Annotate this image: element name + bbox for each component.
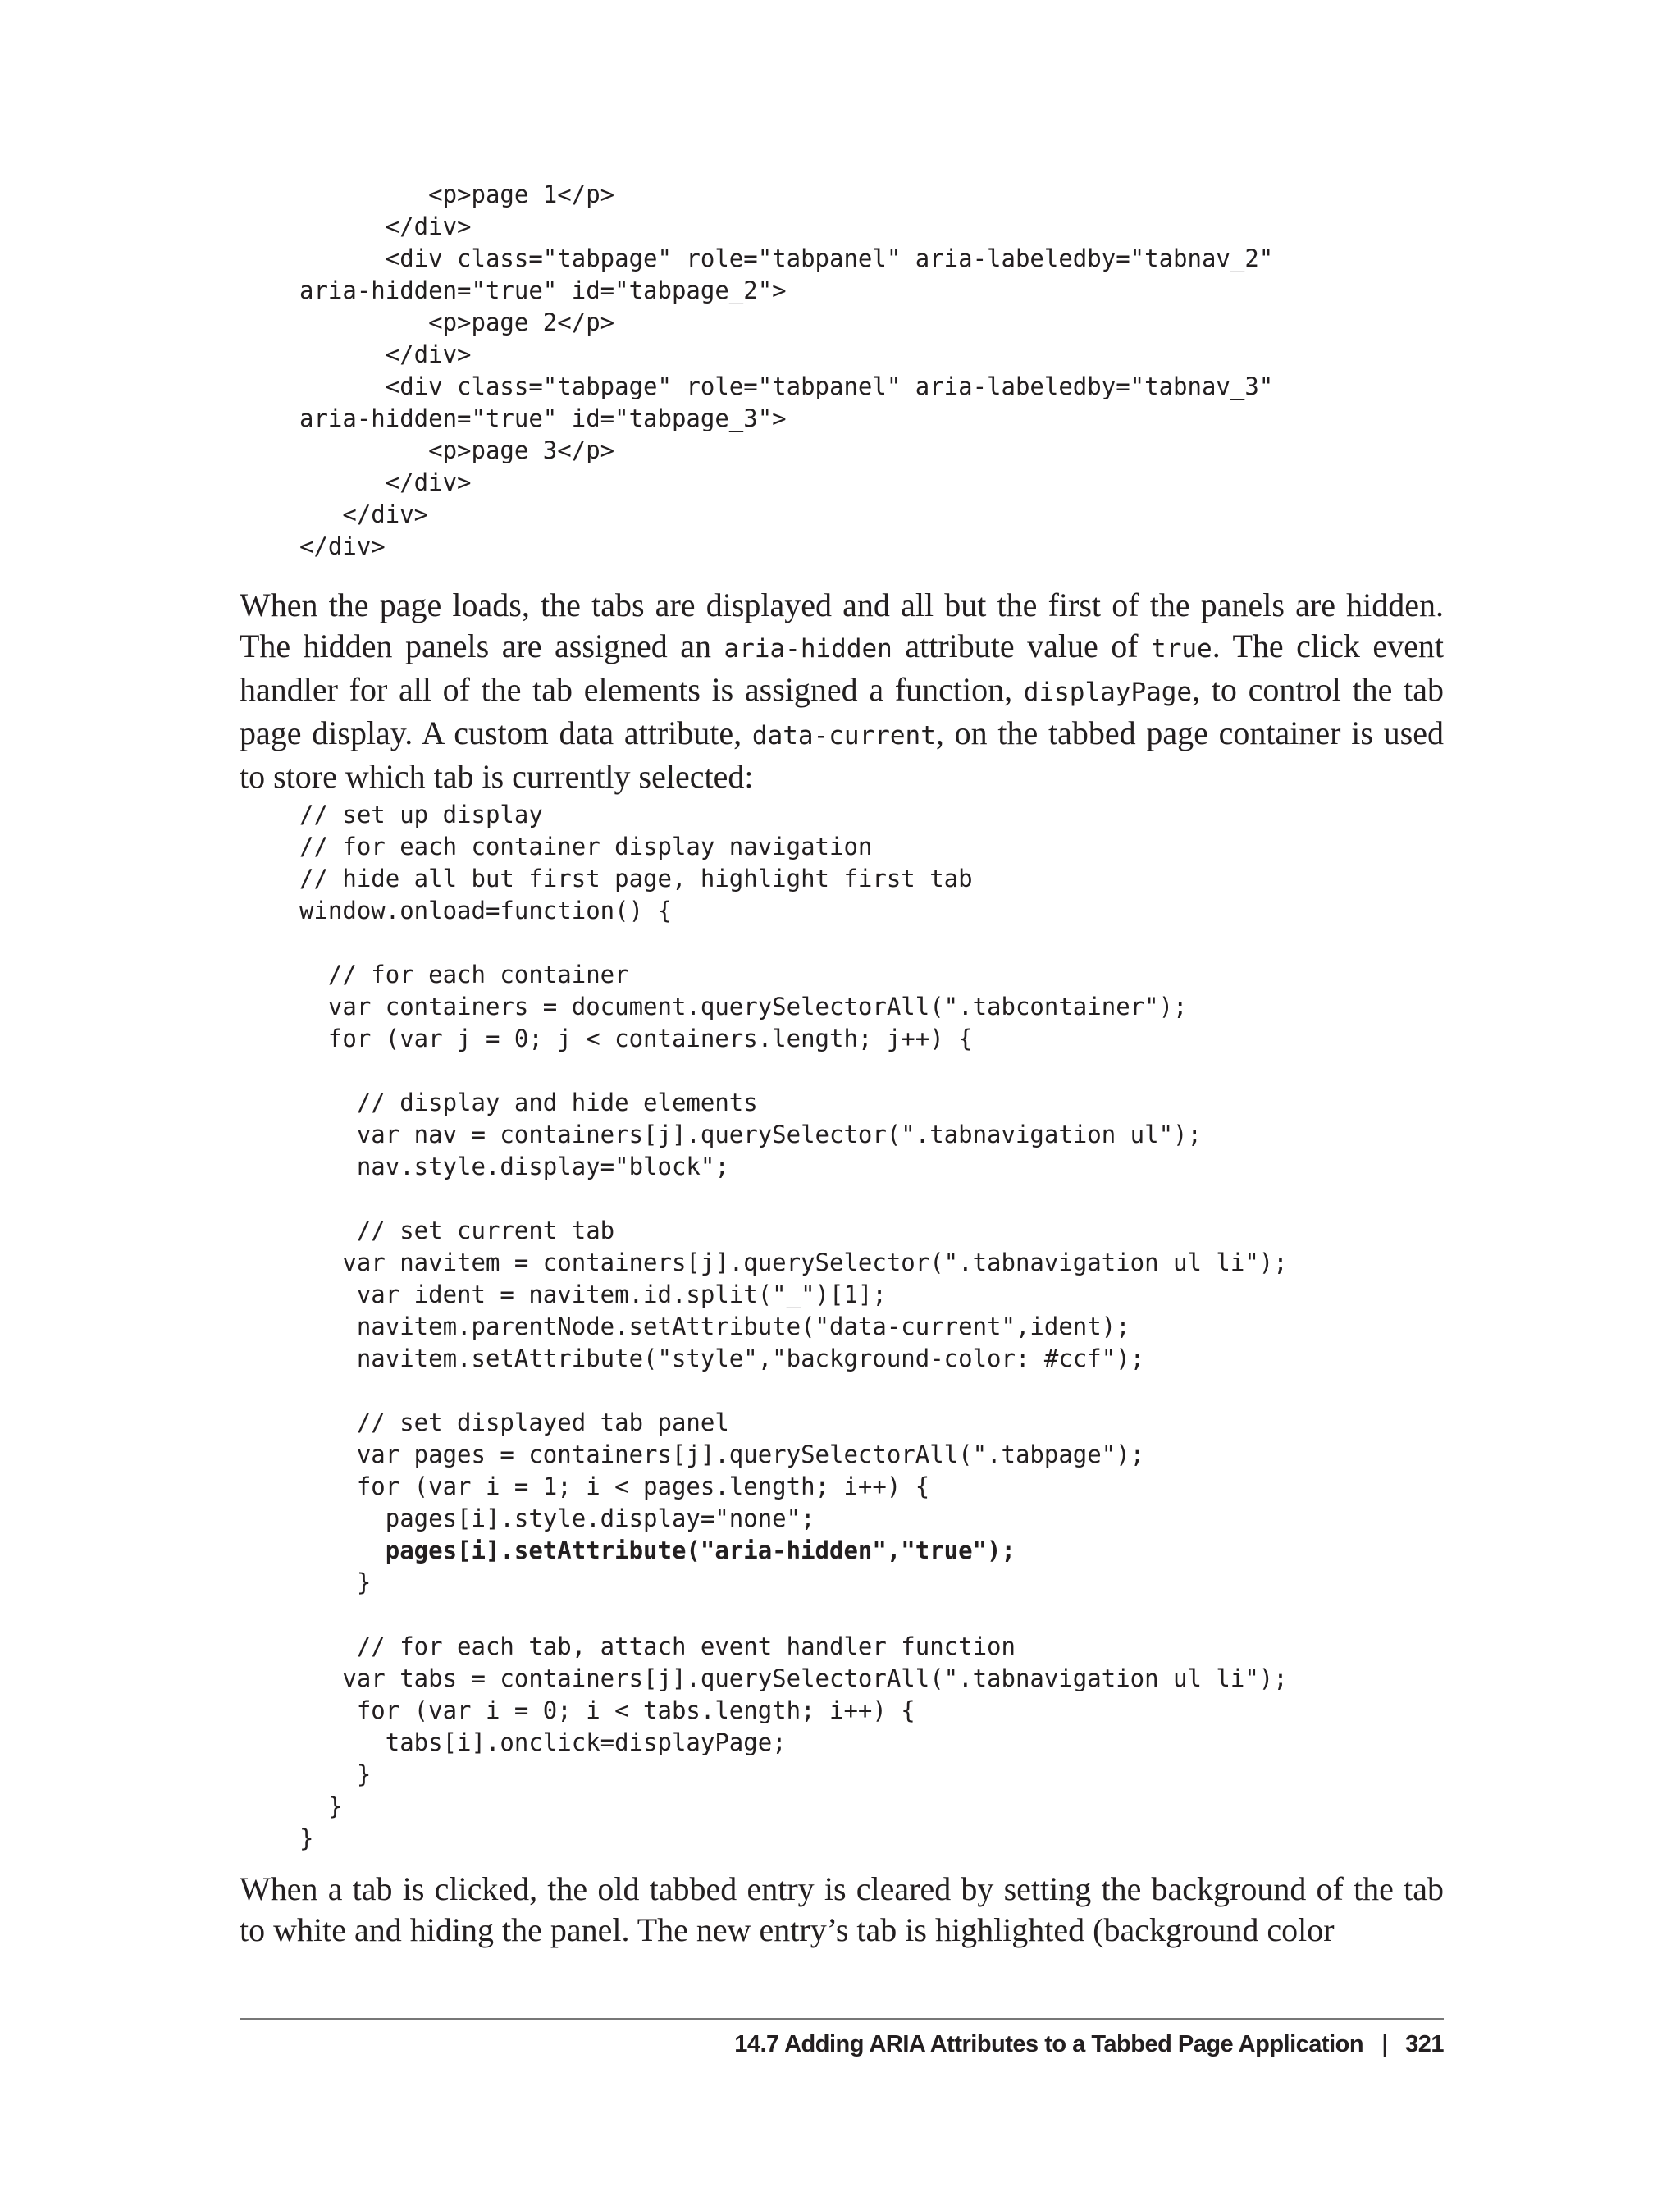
code-line: var ident = navitem.id.split("_")[1];	[299, 1281, 887, 1308]
code-line: <div class="tabpage" role="tabpanel" aria-labeledby="tabnav_3"	[299, 372, 1274, 400]
paragraph-text: . The click event handler for all of the tab elements is assigned a function,	[240, 628, 1444, 708]
code-line-blank	[299, 927, 1288, 959]
code-line-blank	[299, 1183, 1288, 1215]
code-line: tabs[i].onclick=displayPage;	[299, 1728, 787, 1756]
code-line: pages[i].style.display="none";	[299, 1504, 815, 1532]
code-line: </div>	[299, 500, 429, 528]
code-line: for (var i = 0; i < tabs.length; i++) {	[299, 1696, 915, 1724]
code-line: // set up display	[299, 801, 543, 829]
code-line: // for each container	[299, 961, 629, 988]
code-line: // set displayed tab panel	[299, 1408, 729, 1436]
code-line: <div class="tabpage" role="tabpanel" aria-labeledby="tabnav_2"	[299, 244, 1274, 272]
code-line: nav.style.display="block";	[299, 1153, 729, 1180]
code-line: </div>	[299, 212, 472, 240]
footer-section-title: 14.7 Adding ARIA Attributes to a Tabbed Page Application	[734, 2031, 1364, 2057]
inline-code-displaypage: displayPage	[1023, 678, 1193, 707]
code-line: </div>	[299, 532, 386, 560]
code-line: var tabs = containers[j].querySelectorAll(".tabnavigation ul li");	[299, 1664, 1288, 1692]
inline-code-data-current: data-current	[751, 721, 936, 751]
code-line: // display and hide elements	[299, 1089, 758, 1116]
code-line: // hide all but first page, highlight first tab	[299, 865, 973, 892]
code-line: aria-hidden="true" id="tabpage_3">	[299, 404, 787, 432]
code-line: var containers = document.querySelectorAll(".tabcontainer");	[299, 993, 1188, 1020]
code-line: <p>page 3</p>	[299, 436, 615, 464]
code-block-javascript-onload	[299, 799, 1288, 1855]
code-line: }	[299, 1568, 372, 1596]
code-line-blank	[299, 1055, 1288, 1087]
code-line: var pages = containers[j].querySelectorAll(".tabpage");	[299, 1440, 1145, 1468]
code-line: }	[299, 1760, 372, 1788]
body-paragraph-tabs-load	[240, 585, 1444, 797]
page-footer	[734, 2028, 1444, 2061]
code-line: for (var j = 0; j < containers.length; j++) {	[299, 1025, 973, 1052]
inline-code-true: true	[1151, 634, 1212, 664]
code-line: </div>	[299, 340, 472, 368]
code-line: // for each tab, attach event handler function	[299, 1632, 1016, 1660]
code-line: <p>page 1</p>	[299, 180, 615, 208]
code-line: // for each container display navigation	[299, 833, 873, 861]
code-line: navitem.setAttribute("style","background-color: #ccf");	[299, 1344, 1145, 1372]
code-line-blank	[299, 1375, 1288, 1407]
code-line: }	[299, 1792, 343, 1820]
body-paragraph-tab-clicked: When a tab is clicked, the old tabbed entry is cleared by setting the background of the tab to white and hiding the panel. The new entry’s tab is highlighted (background color	[240, 1870, 1444, 1948]
paragraph-text: When the page loads, the tabs are displayed and all but the first of the panels are hidden. The hidden panels are assigned an	[240, 587, 1444, 664]
code-line: window.onload=function() {	[299, 897, 672, 924]
page-number: 321	[1405, 2031, 1444, 2057]
code-line: }	[299, 1824, 314, 1852]
code-line: var navitem = containers[j].querySelector(".tabnavigation ul li");	[299, 1249, 1288, 1276]
code-line: aria-hidden="true" id="tabpage_2">	[299, 276, 787, 304]
footer-separator: |	[1381, 2031, 1388, 2057]
code-line-highlighted: pages[i].setAttribute("aria-hidden","true");	[299, 1536, 1016, 1564]
code-line: for (var i = 1; i < pages.length; i++) {	[299, 1472, 930, 1500]
code-line: navitem.parentNode.setAttribute("data-current",ident);	[299, 1312, 1130, 1340]
code-line: var nav = containers[j].querySelector(".tabnavigation ul");	[299, 1121, 1202, 1148]
code-block-html-markup	[299, 179, 1273, 563]
paragraph-text: , to control the tab page display. A custom data attribute,	[240, 671, 1444, 751]
paragraph-text: , on the tabbed page container is used to store which tab is currently selected:	[240, 714, 1444, 795]
footer-divider	[240, 2018, 1444, 2020]
paragraph-text: attribute value of	[892, 628, 1152, 664]
inline-code-aria-hidden: aria-hidden	[724, 634, 892, 664]
code-line: <p>page 2</p>	[299, 308, 615, 336]
code-line-blank	[299, 1599, 1288, 1631]
code-line: </div>	[299, 468, 472, 496]
code-line: // set current tab	[299, 1217, 615, 1244]
